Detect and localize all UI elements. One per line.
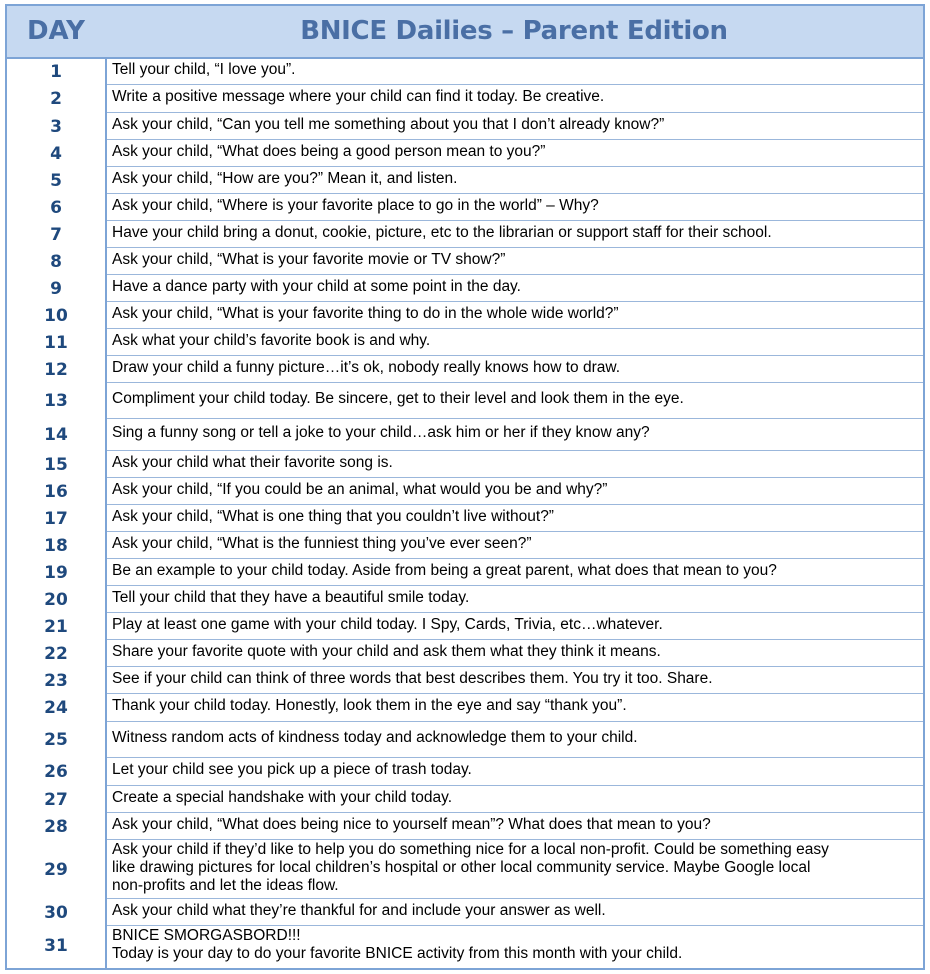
list-item xyxy=(7,640,923,667)
activity-text: Ask your child, “What is the funniest thing you’ve ever seen?” xyxy=(112,534,532,552)
list-item xyxy=(7,85,923,113)
day-number: 6 xyxy=(50,197,62,218)
activity-text: Have a dance party with your child at some point in the day. xyxy=(112,277,521,295)
activity-text: Play at least one game with your child today. I Spy, Cards, Trivia, etc…whatever. xyxy=(112,615,663,633)
day-number: 12 xyxy=(44,359,68,380)
list-item xyxy=(7,356,923,383)
day-number: 11 xyxy=(44,332,68,353)
list-item xyxy=(7,140,923,167)
activity-text: Ask your child what their favorite song is. xyxy=(112,453,393,471)
list-item xyxy=(7,899,923,926)
list-item xyxy=(7,813,923,840)
day-column-header: DAY xyxy=(26,16,86,46)
activity-text: Draw your child a funny picture…it’s ok, nobody really knows how to draw. xyxy=(112,358,621,376)
list-item xyxy=(7,59,923,85)
day-number: 29 xyxy=(44,859,68,880)
activity-text: Ask your child, “Where is your favorite place to go in the world” – Why? xyxy=(112,196,599,214)
activity-text: Ask your child, “What is one thing that you couldn’t live without?” xyxy=(112,507,554,525)
day-number: 30 xyxy=(44,902,68,923)
activity-text: Ask your child, “Can you tell me something about you that I don’t already know?” xyxy=(112,115,665,133)
activity-text: Be an example to your child today. Aside from being a great parent, what does that mean to you? xyxy=(112,561,777,579)
list-item xyxy=(7,383,923,419)
activity-text: Tell your child, “I love you”. xyxy=(112,61,296,78)
list-item xyxy=(7,419,923,451)
activity-text: Ask your child, “What is your favorite movie or TV show?” xyxy=(112,250,506,268)
activity-text: Create a special handshake with your child today. xyxy=(112,788,453,806)
list-item xyxy=(7,926,923,966)
day-number: 21 xyxy=(44,616,68,637)
list-item xyxy=(7,275,923,302)
activity-text: Ask what your child’s favorite book is and why. xyxy=(112,331,431,349)
day-number: 18 xyxy=(44,535,68,556)
day-number: 4 xyxy=(50,143,62,164)
day-number: 14 xyxy=(44,425,68,445)
list-item xyxy=(7,694,923,722)
day-number: 19 xyxy=(44,562,68,583)
activity-text: BNICE SMORGASBORD!!! Today is your day to do your favorite BNICE activity from this month with your child. xyxy=(112,927,683,962)
day-number: 9 xyxy=(50,278,62,299)
list-item xyxy=(7,329,923,356)
day-number: 20 xyxy=(44,589,68,610)
day-number: 28 xyxy=(44,816,68,837)
list-item xyxy=(7,167,923,194)
day-number: 1 xyxy=(50,62,62,82)
bnice-dailies-table xyxy=(5,4,925,970)
list-item xyxy=(7,758,923,786)
list-item xyxy=(7,451,923,478)
activity-text: Ask your child, “What is your favorite thing to do in the whole wide world?” xyxy=(112,304,619,322)
day-number: 7 xyxy=(50,224,62,245)
activity-text: Compliment your child today. Be sincere, get to their level and look them in the eye. xyxy=(112,390,684,407)
day-number: 15 xyxy=(44,454,68,475)
list-item xyxy=(7,194,923,221)
activity-text: Share your favorite quote with your child and ask them what they think it means. xyxy=(112,642,661,660)
list-item xyxy=(7,559,923,586)
day-number: 31 xyxy=(44,936,68,956)
list-item xyxy=(7,113,923,140)
activity-text: Thank your child today. Honestly, look them in the eye and say “thank you”. xyxy=(112,697,627,714)
day-number: 2 xyxy=(50,89,62,109)
day-number: 22 xyxy=(44,643,68,664)
day-number: 13 xyxy=(44,391,68,411)
list-item xyxy=(7,586,923,613)
activity-text: Ask your child, “If you could be an animal, what would you be and why?” xyxy=(112,480,608,498)
day-number: 23 xyxy=(44,670,68,691)
list-item xyxy=(7,532,923,559)
list-item xyxy=(7,221,923,248)
activity-text: Witness random acts of kindness today and acknowledge them to your child. xyxy=(112,729,638,746)
activity-text: Ask your child, “What does being a good person mean to you?” xyxy=(112,142,546,160)
day-number: 17 xyxy=(44,508,68,529)
day-number: 26 xyxy=(44,762,68,782)
activity-text: Let your child see you pick up a piece of trash today. xyxy=(112,761,472,778)
list-item xyxy=(7,505,923,532)
day-number: 25 xyxy=(44,730,68,750)
activity-text: Ask your child if they’d like to help you do something nice for a local non-profit. Could be something easy like drawing pictures for local children’s hospital or other local community service. Maybe Google local non-profits and let the ideas flow. xyxy=(112,841,829,894)
list-item xyxy=(7,478,923,505)
day-number: 16 xyxy=(44,481,68,502)
page-title: BNICE Dailies – Parent Edition xyxy=(300,16,728,46)
list-item xyxy=(7,722,923,758)
list-item xyxy=(7,302,923,329)
list-item xyxy=(7,840,923,899)
activity-text: Tell your child that they have a beautiful smile today. xyxy=(112,588,470,606)
day-number: 3 xyxy=(50,116,62,137)
activity-text: Have your child bring a donut, cookie, picture, etc to the librarian or support staff for their school. xyxy=(112,223,772,241)
activity-text: Ask your child what they’re thankful for and include your answer as well. xyxy=(112,901,606,919)
activity-text: Ask your child, “What does being nice to yourself mean”? What does that mean to you? xyxy=(112,815,711,833)
activity-text: Write a positive message where your child can find it today. Be creative. xyxy=(112,88,605,105)
list-item xyxy=(7,667,923,694)
day-number: 10 xyxy=(44,305,68,326)
day-number: 5 xyxy=(50,170,62,191)
list-item xyxy=(7,248,923,275)
activity-text: Ask your child, “How are you?” Mean it, and listen. xyxy=(112,169,458,187)
day-number: 27 xyxy=(44,789,68,810)
activity-text: See if your child can think of three words that best describes them. You try it too. Share. xyxy=(112,669,713,687)
day-number: 24 xyxy=(44,698,68,718)
activity-text: Sing a funny song or tell a joke to your child…ask him or her if they know any? xyxy=(112,424,650,441)
list-item xyxy=(7,613,923,640)
day-number: 8 xyxy=(50,251,62,272)
list-item xyxy=(7,786,923,813)
table-header xyxy=(7,6,923,59)
